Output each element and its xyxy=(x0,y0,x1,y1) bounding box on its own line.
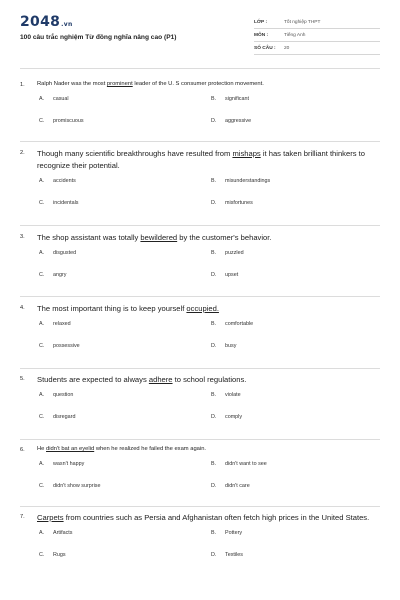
option-d[interactable] xyxy=(211,343,236,349)
option-text: misfortunes xyxy=(225,199,253,206)
stem-text: to school regulations. xyxy=(172,375,247,384)
question-stem xyxy=(20,374,380,386)
option-text: wasn't happy xyxy=(53,460,85,467)
stem-text: He xyxy=(37,446,47,452)
option-b[interactable] xyxy=(211,392,241,398)
site-logo[interactable] xyxy=(20,14,73,30)
option-text: casual xyxy=(53,95,69,102)
option-b[interactable] xyxy=(211,178,270,184)
option-text: relaxed xyxy=(53,320,71,327)
stem-text: when he realized he failed the exam again. xyxy=(94,446,207,452)
option-text: significant xyxy=(225,95,249,102)
option-b[interactable] xyxy=(211,530,242,536)
question-number: 4. xyxy=(20,305,25,311)
option-key: A. xyxy=(39,529,45,536)
question-stem xyxy=(20,303,380,315)
option-a[interactable] xyxy=(39,321,71,327)
option-key: D. xyxy=(211,199,217,206)
option-text: promiscuous xyxy=(53,117,84,124)
meta-value: Tốt nghiệp THPT xyxy=(284,19,321,25)
logo-main: 2048 xyxy=(20,14,61,30)
stem-text: The shop assistant was totally xyxy=(37,233,141,242)
meta-value: 20 xyxy=(284,45,290,51)
question-divider xyxy=(20,225,380,226)
stem-text: Ralph Nader was the most xyxy=(37,81,107,87)
document-title: 100 câu trắc nghiệm Từ đồng nghĩa nâng cao (P1) xyxy=(20,34,177,41)
question-text xyxy=(37,80,380,90)
option-text: puzzled xyxy=(225,249,244,256)
underlined-word: prominent xyxy=(106,81,133,87)
question-6 xyxy=(20,445,380,507)
option-b[interactable] xyxy=(211,321,253,327)
option-key: A. xyxy=(39,391,45,398)
option-key: C. xyxy=(39,551,45,558)
question-number: 3. xyxy=(20,234,25,240)
option-key: C. xyxy=(39,199,45,206)
option-key: D. xyxy=(211,342,217,349)
option-text: didn't show surprise xyxy=(53,482,101,489)
options xyxy=(20,250,380,296)
option-key: B. xyxy=(211,177,217,184)
options xyxy=(20,392,380,438)
question-number: 1. xyxy=(20,82,25,88)
question-3 xyxy=(20,232,380,296)
option-b[interactable] xyxy=(211,461,267,467)
question-7 xyxy=(20,512,380,576)
question-number: 6. xyxy=(20,447,25,453)
option-text: disgusted xyxy=(53,249,77,256)
stem-text: Though many scientific breakthroughs have resulted from xyxy=(37,149,233,158)
option-c[interactable] xyxy=(39,272,67,278)
question-divider xyxy=(20,506,380,507)
option-text: upset xyxy=(225,271,239,278)
option-key: D. xyxy=(211,482,217,489)
logo-suffix: .vn xyxy=(61,21,73,28)
stem-text: by the customer's behavior. xyxy=(177,233,272,242)
question-stem xyxy=(20,512,380,524)
option-a[interactable] xyxy=(39,178,76,184)
question-divider xyxy=(20,141,380,142)
option-text: comply xyxy=(225,413,243,420)
option-text: didn't want to see xyxy=(225,460,267,467)
question-divider xyxy=(20,368,380,369)
option-key: D. xyxy=(211,551,217,558)
option-text: incidentals xyxy=(53,199,79,206)
question-text xyxy=(37,232,380,244)
question-text xyxy=(37,303,380,315)
option-d[interactable] xyxy=(211,414,242,420)
option-key: B. xyxy=(211,249,217,256)
question-stem xyxy=(20,232,380,244)
option-key: A. xyxy=(39,95,45,102)
options xyxy=(20,530,380,576)
underlined-word: Carpets xyxy=(37,513,64,522)
option-text: disregard xyxy=(53,413,76,420)
option-a[interactable] xyxy=(39,392,73,398)
option-a[interactable] xyxy=(39,250,76,256)
option-key: C. xyxy=(39,482,45,489)
question-stem xyxy=(20,148,380,172)
option-text: Rugs xyxy=(53,551,66,558)
option-text: Textiles xyxy=(225,551,243,558)
option-d[interactable] xyxy=(211,118,251,124)
option-text: question xyxy=(53,391,74,398)
meta-row-class xyxy=(254,16,380,29)
option-key: B. xyxy=(211,460,217,467)
option-text: aggressive xyxy=(225,117,252,124)
option-d[interactable] xyxy=(211,272,238,278)
question-text xyxy=(37,148,380,172)
meta-row-count xyxy=(254,42,380,55)
option-key: C. xyxy=(39,117,45,124)
option-c[interactable] xyxy=(39,118,84,124)
meta-label: LỚP : xyxy=(254,19,268,25)
underlined-word: mishaps xyxy=(232,149,261,158)
underlined-word: bewildered xyxy=(140,233,178,242)
option-text: Artifacts xyxy=(53,529,73,536)
option-a[interactable] xyxy=(39,530,72,536)
option-d[interactable] xyxy=(211,200,253,206)
option-a[interactable] xyxy=(39,461,84,467)
option-key: A. xyxy=(39,249,45,256)
question-2 xyxy=(20,148,380,224)
options xyxy=(20,178,380,224)
option-text: angry xyxy=(53,271,67,278)
stem-text: The most important thing is to keep yourself xyxy=(37,304,187,313)
option-key: D. xyxy=(211,117,217,124)
options xyxy=(20,461,380,507)
meta-label: MÔN : xyxy=(254,32,269,38)
option-c[interactable] xyxy=(39,483,100,489)
option-key: A. xyxy=(39,320,45,327)
meta-label: SỐ CÂU : xyxy=(254,45,276,51)
stem-text: Students are expected to always xyxy=(37,375,149,384)
option-key: B. xyxy=(211,391,217,398)
meta-value: Tiếng Anh xyxy=(284,32,306,38)
question-text xyxy=(37,512,380,524)
question-1 xyxy=(20,80,380,142)
option-key: D. xyxy=(211,413,217,420)
option-text: accidents xyxy=(53,177,76,184)
question-number: 2. xyxy=(20,150,25,156)
stem-text: it has taken brilliant thinkers to recognize their potential. xyxy=(37,149,365,170)
option-text: possessive xyxy=(53,342,80,349)
option-text: comfortable xyxy=(225,320,254,327)
option-c[interactable] xyxy=(39,552,66,558)
question-stem xyxy=(20,80,380,90)
option-d[interactable] xyxy=(211,552,243,558)
option-key: B. xyxy=(211,95,217,102)
question-number: 5. xyxy=(20,376,25,382)
question-text xyxy=(37,374,380,386)
option-b[interactable] xyxy=(211,250,244,256)
option-key: B. xyxy=(211,320,217,327)
option-key: D. xyxy=(211,271,217,278)
option-text: didn't care xyxy=(225,482,250,489)
question-divider xyxy=(20,296,380,297)
option-key: C. xyxy=(39,413,45,420)
meta-row-subject xyxy=(254,29,380,42)
option-a[interactable] xyxy=(39,96,69,102)
option-key: C. xyxy=(39,271,45,278)
question-text xyxy=(37,445,380,455)
option-key: C. xyxy=(39,342,45,349)
question-number: 7. xyxy=(20,514,25,520)
option-text: busy xyxy=(225,342,237,349)
question-4 xyxy=(20,303,380,367)
option-d[interactable] xyxy=(211,483,250,489)
option-c[interactable] xyxy=(39,200,78,206)
option-text: misunderstandings xyxy=(225,177,271,184)
document-header xyxy=(0,0,400,66)
option-text: Pottery xyxy=(225,529,243,536)
option-key: A. xyxy=(39,177,45,184)
options xyxy=(20,96,380,142)
question-5 xyxy=(20,374,380,438)
underlined-word: adhere xyxy=(148,375,173,384)
option-b[interactable] xyxy=(211,96,249,102)
question-stem xyxy=(20,445,380,455)
meta-info xyxy=(254,16,380,55)
header-divider xyxy=(20,68,380,69)
underlined-word: didn't bat an eyelid xyxy=(46,446,95,452)
option-key: A. xyxy=(39,460,45,467)
option-c[interactable] xyxy=(39,414,75,420)
underlined-word: occupied. xyxy=(186,304,219,313)
option-c[interactable] xyxy=(39,343,80,349)
stem-text: leader of the U. S consumer protection movement. xyxy=(132,81,264,87)
question-divider xyxy=(20,439,380,440)
stem-text: from countries such as Persia and Afghanistan often fetch high prices in the United States. xyxy=(63,513,370,522)
option-key: B. xyxy=(211,529,217,536)
option-text: violate xyxy=(225,391,241,398)
options xyxy=(20,321,380,367)
